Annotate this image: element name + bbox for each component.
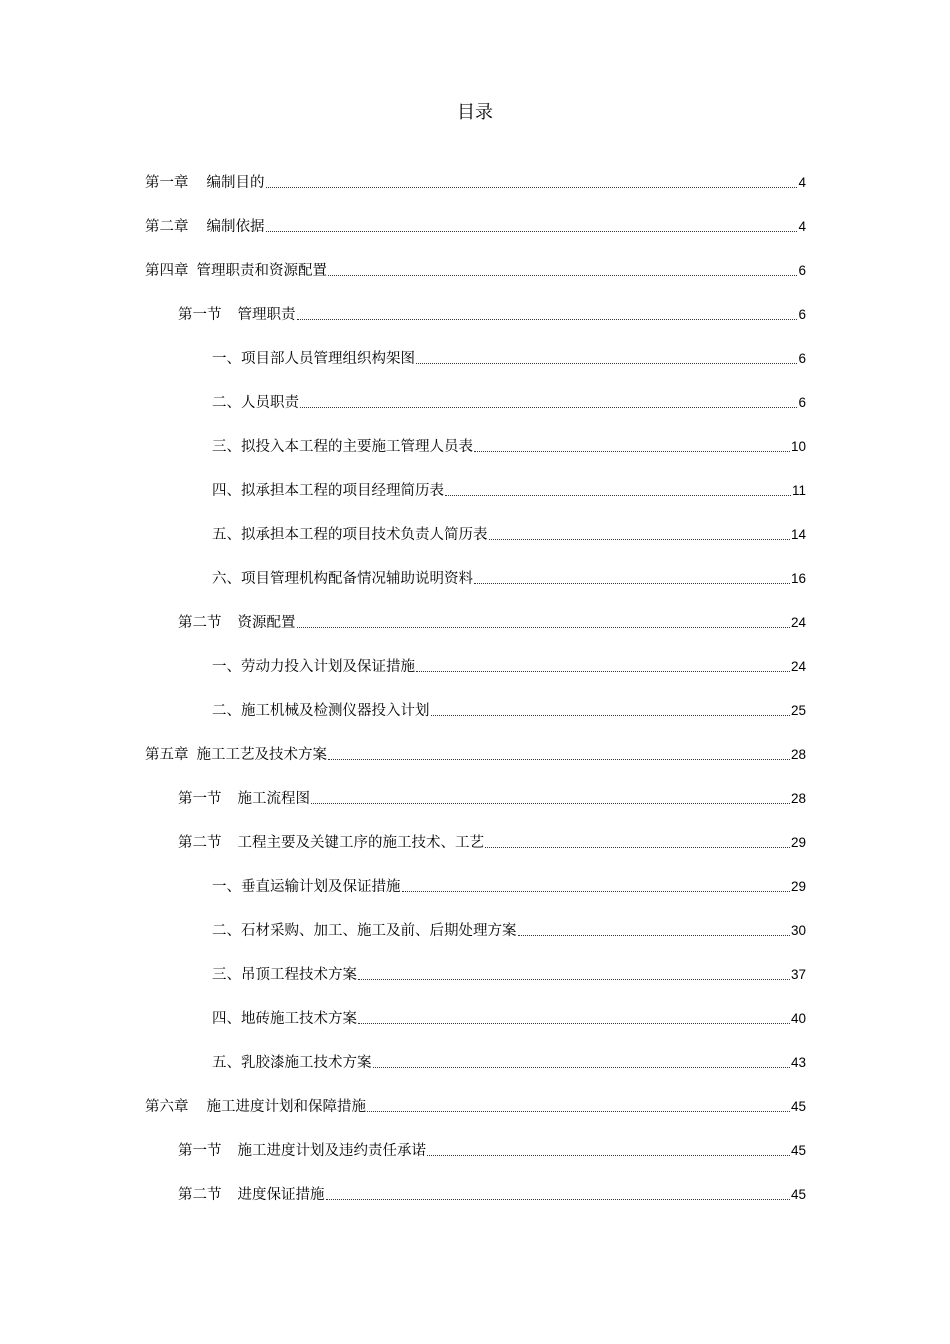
toc-entry-label xyxy=(212,920,517,942)
toc-entry-text: 管理职责 xyxy=(237,307,296,323)
toc-entry[interactable] xyxy=(212,434,806,458)
toc-page-number: 28 xyxy=(790,791,806,806)
toc-page-number: 6 xyxy=(798,395,806,410)
toc-entry-text: 施工进度计划和保障措施 xyxy=(206,1099,366,1115)
toc-title: 目录 xyxy=(457,102,493,123)
toc-entry[interactable] xyxy=(212,522,806,546)
toc-dot-leader xyxy=(266,187,798,188)
toc-page-number: 16 xyxy=(790,571,806,586)
toc-dot-leader xyxy=(297,319,798,320)
toc-entry-text: 二、施工机械及检测仪器投入计划 xyxy=(212,703,430,719)
toc-entry-label xyxy=(178,788,310,810)
toc-entry-text: 二、石材采购、加工、施工及前、后期处理方案 xyxy=(212,923,517,939)
toc-dot-leader xyxy=(489,539,790,540)
toc-dot-leader xyxy=(266,231,798,232)
toc-dot-leader xyxy=(427,1155,790,1156)
toc-entry-label xyxy=(145,216,265,238)
toc-entry-text: 一、项目部人员管理组织构架图 xyxy=(212,351,415,367)
toc-entry-label xyxy=(145,172,265,194)
toc-entry-number: 第二章 xyxy=(145,219,189,235)
toc-entry-text: 一、劳动力投入计划及保证措施 xyxy=(212,659,415,675)
toc-page-number: 30 xyxy=(790,923,806,938)
toc-entry[interactable] xyxy=(178,302,806,326)
toc-entry-text: 三、拟投入本工程的主要施工管理人员表 xyxy=(212,439,473,455)
toc-entry-text: 工程主要及关键工序的施工技术、工艺 xyxy=(237,835,484,851)
toc-entry[interactable] xyxy=(212,478,806,502)
toc-entry-label xyxy=(145,744,327,766)
toc-entry-text: 资源配置 xyxy=(237,615,296,631)
toc-page-number: 6 xyxy=(798,263,806,278)
toc-entry-label xyxy=(212,964,357,986)
toc-entry-text: 五、乳胶漆施工技术方案 xyxy=(212,1055,372,1071)
toc-page-number: 37 xyxy=(790,967,806,982)
toc-entry[interactable] xyxy=(145,1094,806,1118)
toc-entry[interactable] xyxy=(178,830,806,854)
toc-entry-label xyxy=(212,700,430,722)
toc-page-number: 6 xyxy=(798,307,806,322)
toc-entry[interactable] xyxy=(145,170,806,194)
toc-page-number: 14 xyxy=(790,527,806,542)
toc-entry[interactable] xyxy=(178,786,806,810)
toc-entry-text: 进度保证措施 xyxy=(237,1187,325,1203)
toc-page-number: 40 xyxy=(790,1011,806,1026)
toc-entry-number: 第五章 xyxy=(145,747,189,763)
toc-dot-leader xyxy=(416,671,790,672)
toc-page-number: 29 xyxy=(790,879,806,894)
toc-entry-text: 五、拟承担本工程的项目技术负责人简历表 xyxy=(212,527,488,543)
toc-entry-text: 管理职责和资源配置 xyxy=(196,263,327,279)
toc-page-number: 6 xyxy=(798,351,806,366)
toc-dot-leader xyxy=(518,935,790,936)
toc-entry-label xyxy=(212,1008,357,1030)
toc-entry-text: 四、拟承担本工程的项目经理简历表 xyxy=(212,483,444,499)
toc-page-number: 45 xyxy=(790,1143,806,1158)
toc-entry[interactable] xyxy=(178,1182,806,1206)
toc-entry-label xyxy=(145,1096,366,1118)
toc-entry-label xyxy=(178,612,296,634)
toc-entry-number: 第一章 xyxy=(145,175,189,191)
toc-entry[interactable] xyxy=(212,390,806,414)
toc-entry-label xyxy=(178,304,296,326)
toc-dot-leader xyxy=(326,1199,790,1200)
toc-entry-label xyxy=(212,876,401,898)
toc-entry-label xyxy=(145,260,327,282)
toc-entry-label xyxy=(178,1184,325,1206)
toc-entry-label xyxy=(212,392,299,414)
toc-dot-leader xyxy=(300,407,797,408)
toc-page-number: 29 xyxy=(790,835,806,850)
toc-page-number: 45 xyxy=(790,1099,806,1114)
toc-entry-number: 第二节 xyxy=(178,835,222,851)
toc-entry[interactable] xyxy=(212,874,806,898)
toc-entry[interactable] xyxy=(145,214,806,238)
toc-entry-label xyxy=(212,436,473,458)
toc-dot-leader xyxy=(373,1067,790,1068)
toc-entry-text: 六、项目管理机构配备情况辅助说明资料 xyxy=(212,571,473,587)
toc-dot-leader xyxy=(328,759,790,760)
toc-entry-text: 施工进度计划及违约责任承诺 xyxy=(237,1143,426,1159)
toc-page-number: 4 xyxy=(798,175,806,190)
toc-entry[interactable] xyxy=(212,1050,806,1074)
toc-entry-number: 第四章 xyxy=(145,263,189,279)
toc-entry-label xyxy=(212,656,415,678)
toc-entry-number: 第二节 xyxy=(178,1187,222,1203)
toc-entry-text: 一、垂直运输计划及保证措施 xyxy=(212,879,401,895)
toc-entry-number: 第一节 xyxy=(178,1143,222,1159)
toc-page-number: 24 xyxy=(790,615,806,630)
toc-entry-label xyxy=(178,832,484,854)
toc-entry-text: 施工流程图 xyxy=(237,791,310,807)
toc-entry-number: 第二节 xyxy=(178,615,222,631)
toc-entry-label xyxy=(212,524,488,546)
toc-entry-number: 第六章 xyxy=(145,1099,189,1115)
toc-entry-label xyxy=(212,348,415,370)
toc-entry-text: 编制依据 xyxy=(206,219,265,235)
toc-page-number: 28 xyxy=(790,747,806,762)
toc-dot-leader xyxy=(328,275,797,276)
toc-entry-text: 三、吊顶工程技术方案 xyxy=(212,967,357,983)
toc-entry-label xyxy=(178,1140,426,1162)
toc-entry-number: 第一节 xyxy=(178,791,222,807)
toc-entry[interactable] xyxy=(212,962,806,986)
toc-entry[interactable] xyxy=(178,1138,806,1162)
toc-dot-leader xyxy=(474,583,790,584)
toc-entry-text: 二、人员职责 xyxy=(212,395,299,411)
toc-entry-label xyxy=(212,1052,372,1074)
toc-entry-label xyxy=(212,480,444,502)
toc-page-number: 25 xyxy=(790,703,806,718)
toc-page-number: 4 xyxy=(798,219,806,234)
toc-entry[interactable] xyxy=(212,918,806,942)
toc-entry[interactable] xyxy=(178,610,806,634)
toc-dot-leader xyxy=(358,1023,790,1024)
toc-dot-leader xyxy=(445,495,791,496)
toc-entry[interactable] xyxy=(212,698,806,722)
toc-entry-number: 第一节 xyxy=(178,307,222,323)
toc-dot-leader xyxy=(474,451,790,452)
toc-dot-leader xyxy=(367,1111,790,1112)
toc-dot-leader xyxy=(485,847,790,848)
toc-entry[interactable] xyxy=(212,654,806,678)
toc-page-number: 11 xyxy=(791,483,806,498)
toc-dot-leader xyxy=(402,891,790,892)
toc-page-number: 45 xyxy=(790,1187,806,1202)
toc-entry-label xyxy=(212,568,473,590)
toc-entry[interactable] xyxy=(145,742,806,766)
toc-page-number: 24 xyxy=(790,659,806,674)
toc-dot-leader xyxy=(358,979,790,980)
toc-entry[interactable] xyxy=(212,1006,806,1030)
toc-page-number: 10 xyxy=(790,439,806,454)
toc-dot-leader xyxy=(297,627,790,628)
toc-entry-text: 四、地砖施工技术方案 xyxy=(212,1011,357,1027)
toc-entry[interactable] xyxy=(212,566,806,590)
toc-entry[interactable] xyxy=(212,346,806,370)
toc-entry-text: 编制目的 xyxy=(206,175,265,191)
toc-dot-leader xyxy=(416,363,797,364)
toc-page-number: 43 xyxy=(790,1055,806,1070)
toc-entry-text: 施工工艺及技术方案 xyxy=(196,747,327,763)
toc-dot-leader xyxy=(431,715,790,716)
toc-entry[interactable] xyxy=(145,258,806,282)
toc-dot-leader xyxy=(311,803,790,804)
